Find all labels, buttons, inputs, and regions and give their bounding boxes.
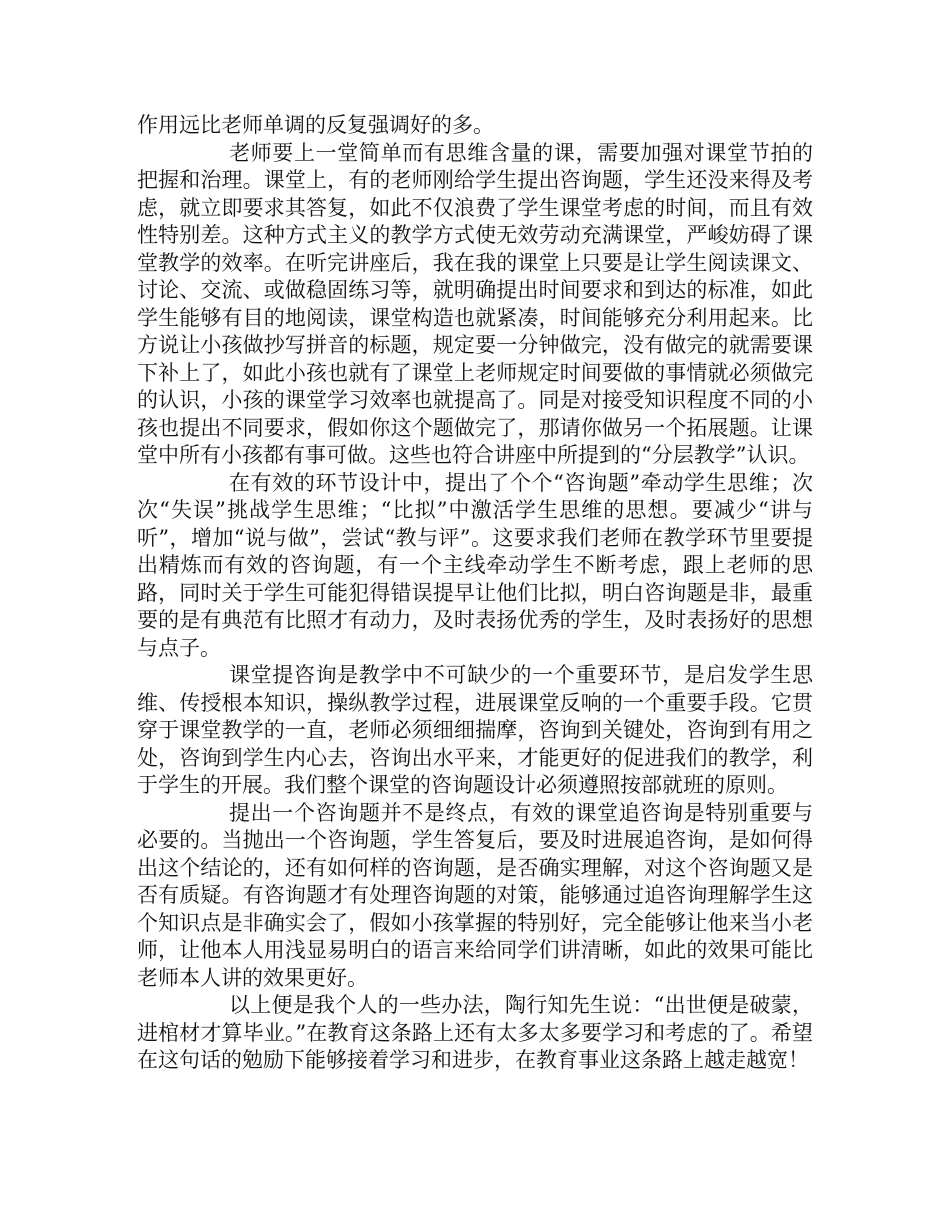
paragraph-effective-design: 在有效的环节设计中，提出了个个“咨询题”牵动学生思维；次次“失误”挑战学生思维；“比拟”中激活学生思维的思想。要减少“讲与听”，增加“说与做”，尝试“教与评”。这要求我们老师在教学环节里要提出精炼而有效的咨询题，有一个主线牵动学生不断考虑，跟上老师的思路，同时关于学生可能犯得错误提早让他们比拟，明白咨询题是非，最重要的是有典范有比照才有动力，及时表扬优秀的学生，及时表扬好的思想与点子。 [137, 470, 813, 660]
paragraph-conclusion: 以上便是我个人的一些办法，陶行知先生说：“出世便是破蒙，进棺材才算毕业。”在教育这条路上还有太多太多要学习和考虑的了。希望在这句话的勉励下能够接着学习和进步，在教育事业这条路上越走越宽！ [137, 993, 813, 1072]
paragraph-class-rhythm: 老师要上一堂简单而有思维含量的课，需要加强对课堂节拍的把握和治理。课堂上，有的老师刚给学生提出咨询题，学生还没来得及考虑，就立即要求其答复，如此不仅浪费了学生课堂考虑的时间，而且有效性特别差。这种方式主义的教学方式使无效劳动充满课堂，严峻妨碍了课堂教学的效率。在听完讲座后，我在我的课堂上只要是让学生阅读课文、讨论、交流、或做稳固练习等，就明确提出时间要求和到达的标准，如此学生能够有目的地阅读，课堂构造也就紧凑，时间能够充分利用起来。比方说让小孩做抄写拼音的标题，规定要一分钟做完，没有做完的就需要课下补上了，如此小孩也就有了课堂上老师规定时间要做的事情就必须做完的认识，小孩的课堂学习效率也就提高了。同是对接受知识程度不同的小孩也提出不同要求，假如你这个题做完了，那请你做另一个拓展题。让课堂中所有小孩都有事可做。这些也符合讲座中所提到的“分层教学”认识。 [137, 140, 813, 467]
paragraph-follow-up-questions: 提出一个咨询题并不是终点，有效的课堂追咨询是特别重要与必要的。当抛出一个咨询题，学生答复后，要及时进展追咨询，是如何得出这个结论的，还有如何样的咨询题，是否确实理解，对这个咨询题又是否有质疑。有咨询题才有处理咨询题的对策，能够通过追咨询理解学生这个知识点是非确实会了，假如小孩掌握的特别好，完全能够让他来当小老师，让他本人用浅显易明白的语言来给同学们讲清晰，如此的效果可能比老师本人讲的效果更好。 [137, 800, 813, 990]
paragraph-classroom-questions: 课堂提咨询是教学中不可缺少的一个重要环节，是启发学生思维、传授根本知识，操纵教学过程，进展课堂反响的一个重要手段。它贯穿于课堂教学的一直，老师必须细细揣摩，咨询到关键处，咨询到有用之处，咨询到学生内心去，咨询出水平来，才能更好的促进我们的教学，利于学生的开展。我们整个课堂的咨询题设计必须遵照按部就班的原则。 [137, 663, 813, 797]
paragraph-continuation: 作用远比老师单调的反复强调好的多。 [137, 113, 494, 137]
document-page [137, 112, 813, 1075]
